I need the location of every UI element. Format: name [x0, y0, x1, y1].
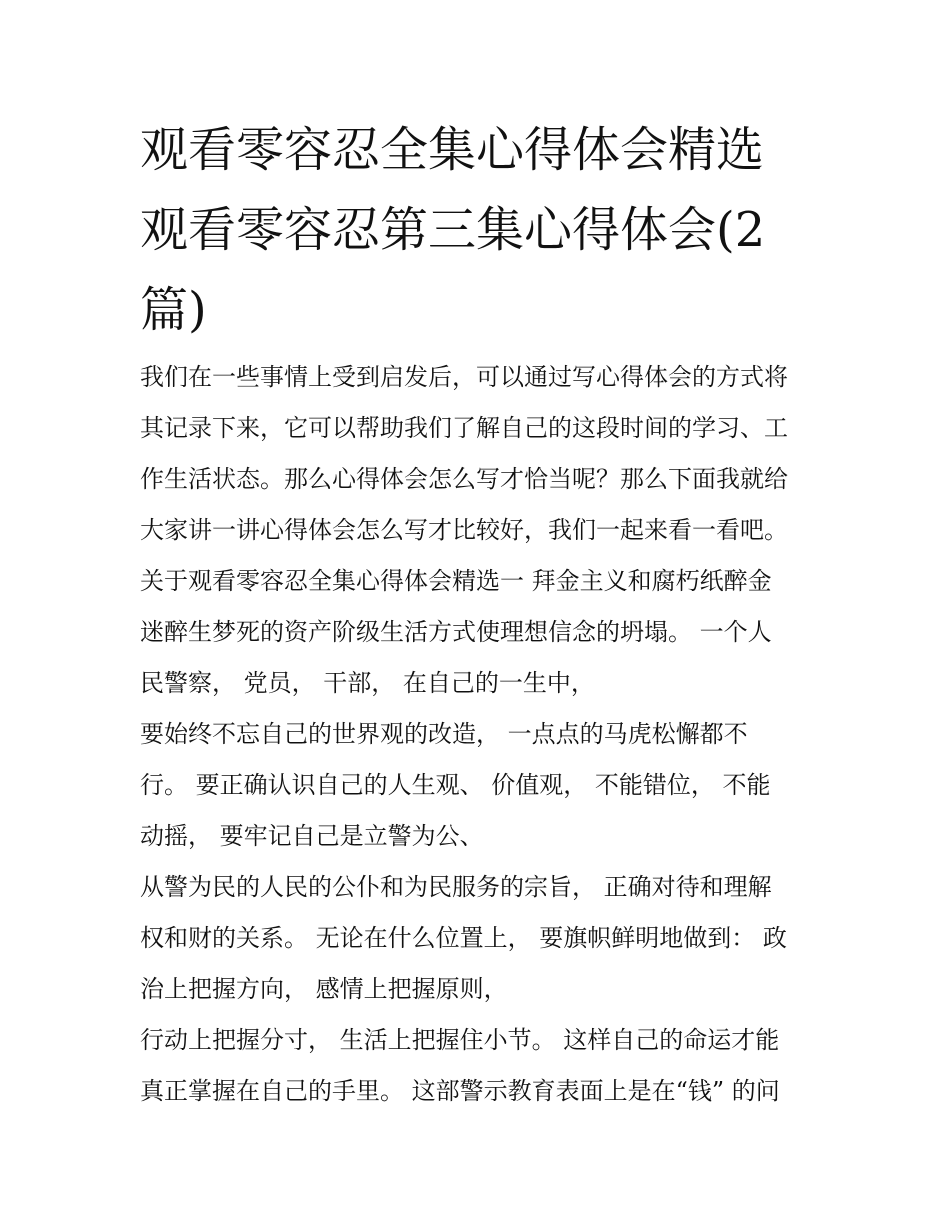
body-line: 作生活状态。那么心得体会怎么写才恰当呢？那么下面我就给	[140, 465, 788, 493]
body-line: 我们在一些事情上受到启发后，可以通过写心得体会的方式将	[140, 363, 788, 391]
body-line: 从警为民的人民的公仆和为民服务的宗旨， 正确对待和理解	[140, 873, 772, 901]
body-line: 权和财的关系。 无论在什么位置上， 要旗帜鲜明地做到： 政	[140, 924, 787, 952]
body-line: 民警察， 党员， 干部， 在自己的一生中，	[140, 669, 595, 697]
body-line: 动摇， 要牢记自己是立警为公、	[140, 822, 484, 850]
title-line-1: 观看零容忍全集心得体会精选	[140, 122, 765, 178]
body-line: 行。 要正确认识自己的人生观、 价值观， 不能错位， 不能	[140, 771, 771, 799]
title-line-2: 观看零容忍第三集心得体会(2	[140, 202, 766, 258]
body-line: 迷醉生梦死的资产阶级生活方式使理想信念的坍塌。 一个人	[140, 618, 772, 646]
body-line: 行动上把握分寸， 生活上把握住小节。 这样自己的命运才能	[140, 1026, 780, 1054]
body-line: 大家讲一讲心得体会怎么写才比较好，我们一起来看一看吧。	[140, 516, 788, 544]
document-page	[140, 0, 820, 1229]
title-line-3: 篇)	[140, 282, 207, 338]
body-line: 关于观看零容忍全集心得体会精选一 拜金主义和腐朽纸醉金	[140, 567, 772, 595]
body-line: 治上把握方向， 感情上把握原则，	[140, 975, 508, 1003]
body-line: 其记录下来，它可以帮助我们了解自己的这段时间的学习、工	[140, 414, 788, 442]
document-title	[140, 110, 820, 350]
document-body	[140, 352, 820, 1117]
body-line: 要始终不忘自己的世界观的改造， 一点点的马虎松懈都不	[140, 720, 748, 748]
body-line: 真正掌握在自己的手里。 这部警示教育表面上是在“钱” 的问	[140, 1077, 780, 1105]
